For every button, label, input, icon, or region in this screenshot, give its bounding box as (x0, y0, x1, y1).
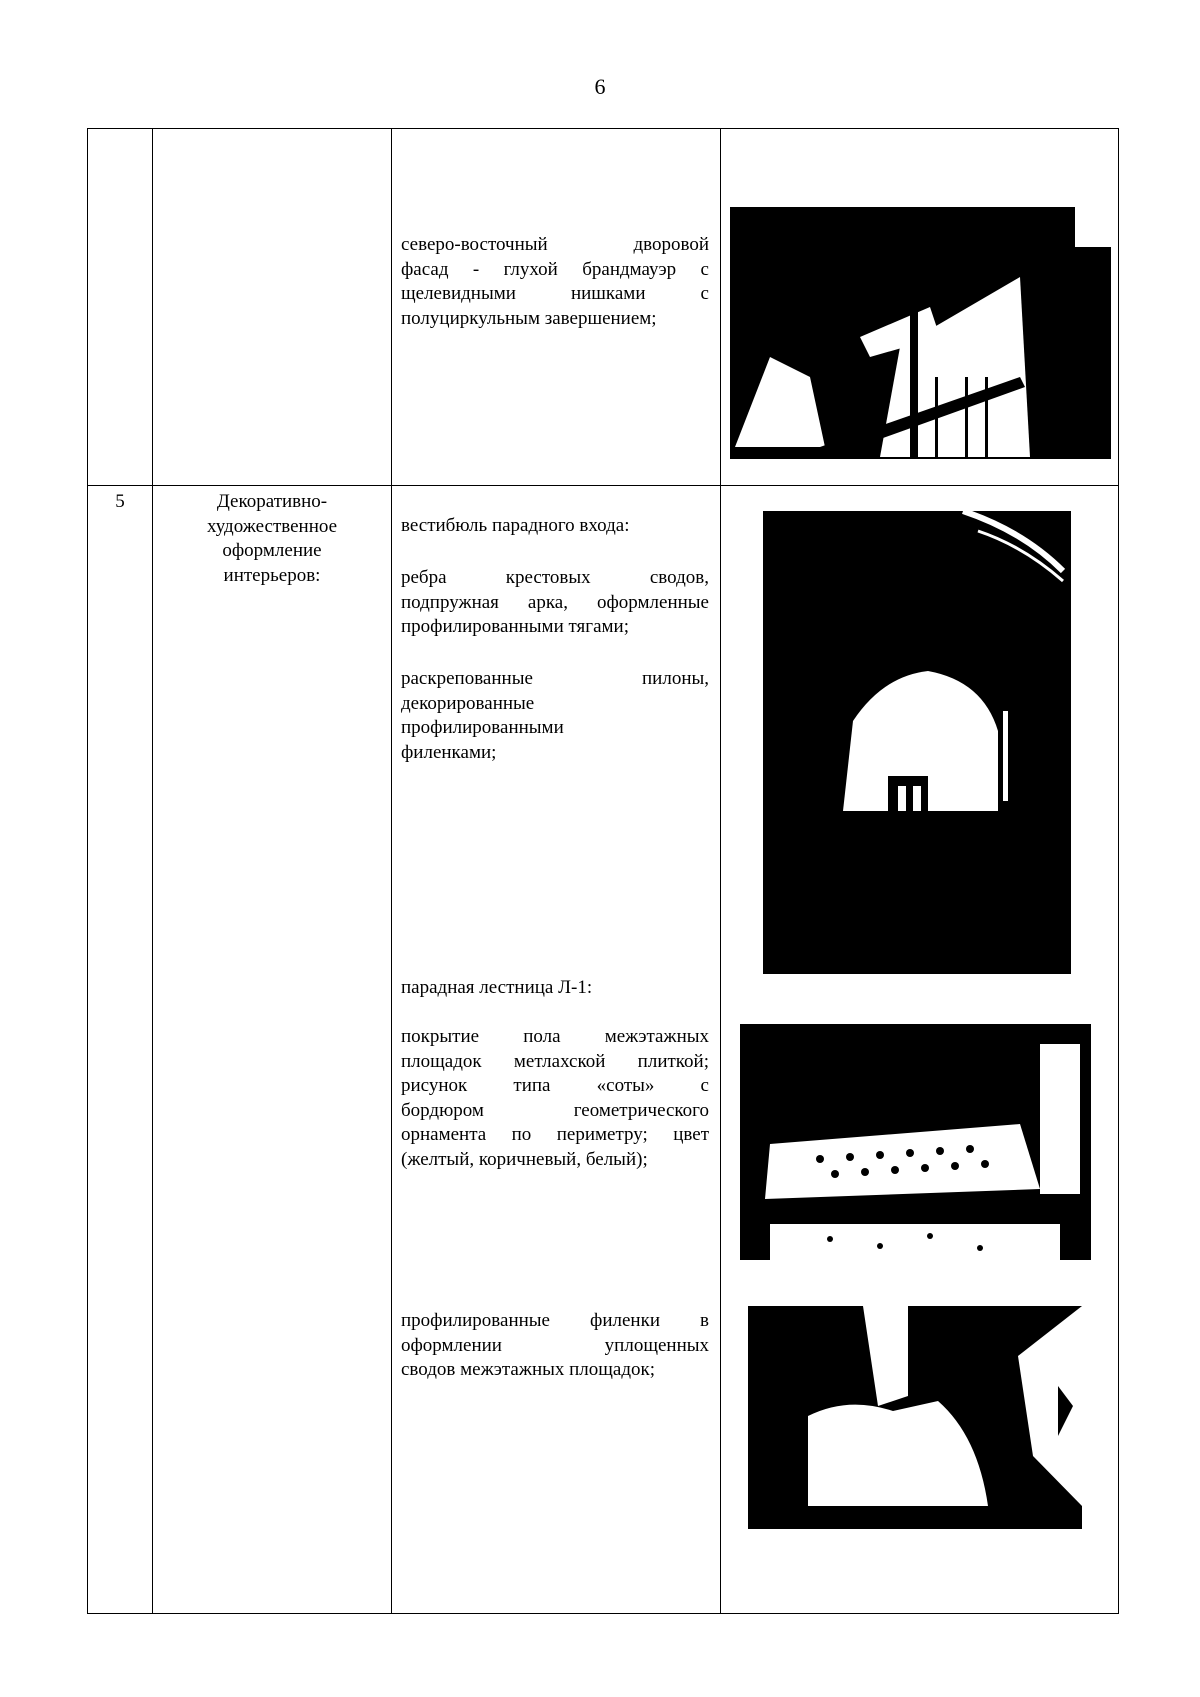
text-line: оформление (222, 540, 322, 561)
text-line: профилированные филенки в (401, 1310, 709, 1331)
text-line: профилированными тягами; (401, 616, 629, 637)
staircase-heading: парадная лестница Л-1: (401, 977, 593, 998)
column-divider (720, 129, 721, 1613)
text-line: северо-восточный дворовой (401, 234, 709, 255)
text-line: орнамента по периметру; цвет (401, 1124, 709, 1145)
vault-ribs-description (401, 566, 709, 640)
subject-name (153, 490, 391, 588)
text-line: сводов межэтажных площадок; (401, 1359, 656, 1380)
facade-firewall-photo (730, 207, 1111, 459)
text-line: фасад - глухой брандмауэр с (401, 258, 709, 280)
text-line: щелевидными нишками с (401, 283, 709, 304)
text-line: подпружная арка, оформленные (401, 591, 709, 613)
text-line: профилированными (401, 717, 564, 738)
vault-panels-photo (748, 1306, 1082, 1529)
vestibule-heading: вестибюль парадного входа: (401, 515, 630, 536)
text-line: раскрепованные пилоны, (401, 668, 709, 689)
text-line: (желтый, коричневый, белый); (401, 1148, 648, 1170)
text-line: ребра крестовых сводов, (401, 567, 709, 588)
text-line: филенками; (401, 741, 497, 763)
vestibule-photo (763, 511, 1071, 974)
text-line: бордюром геометрического (401, 1099, 709, 1121)
row-divider (88, 485, 1118, 486)
column-divider (391, 129, 392, 1613)
text-line: оформлении уплощенных (401, 1334, 709, 1356)
floor-tiles-description (401, 1025, 709, 1172)
text-line: интерьеров: (223, 564, 321, 586)
text-line: рисунок типа «соты» с (401, 1075, 709, 1096)
page-number: 6 (594, 74, 606, 99)
facade-description (401, 233, 709, 331)
panels-description (401, 1309, 709, 1383)
pylons-description (401, 667, 709, 765)
text-line: площадок метлахской плиткой; (401, 1050, 709, 1072)
text-line: декорированные (401, 692, 535, 714)
text-line: полуциркульным завершением; (401, 307, 657, 329)
text-line: Декоративно- (216, 491, 328, 512)
column-divider (152, 129, 153, 1613)
text-line: покрытие пола межэтажных (401, 1026, 709, 1047)
text-line: художественное (206, 515, 338, 537)
staircase-floor-photo (740, 1024, 1091, 1260)
row-number: 5 (115, 491, 125, 512)
